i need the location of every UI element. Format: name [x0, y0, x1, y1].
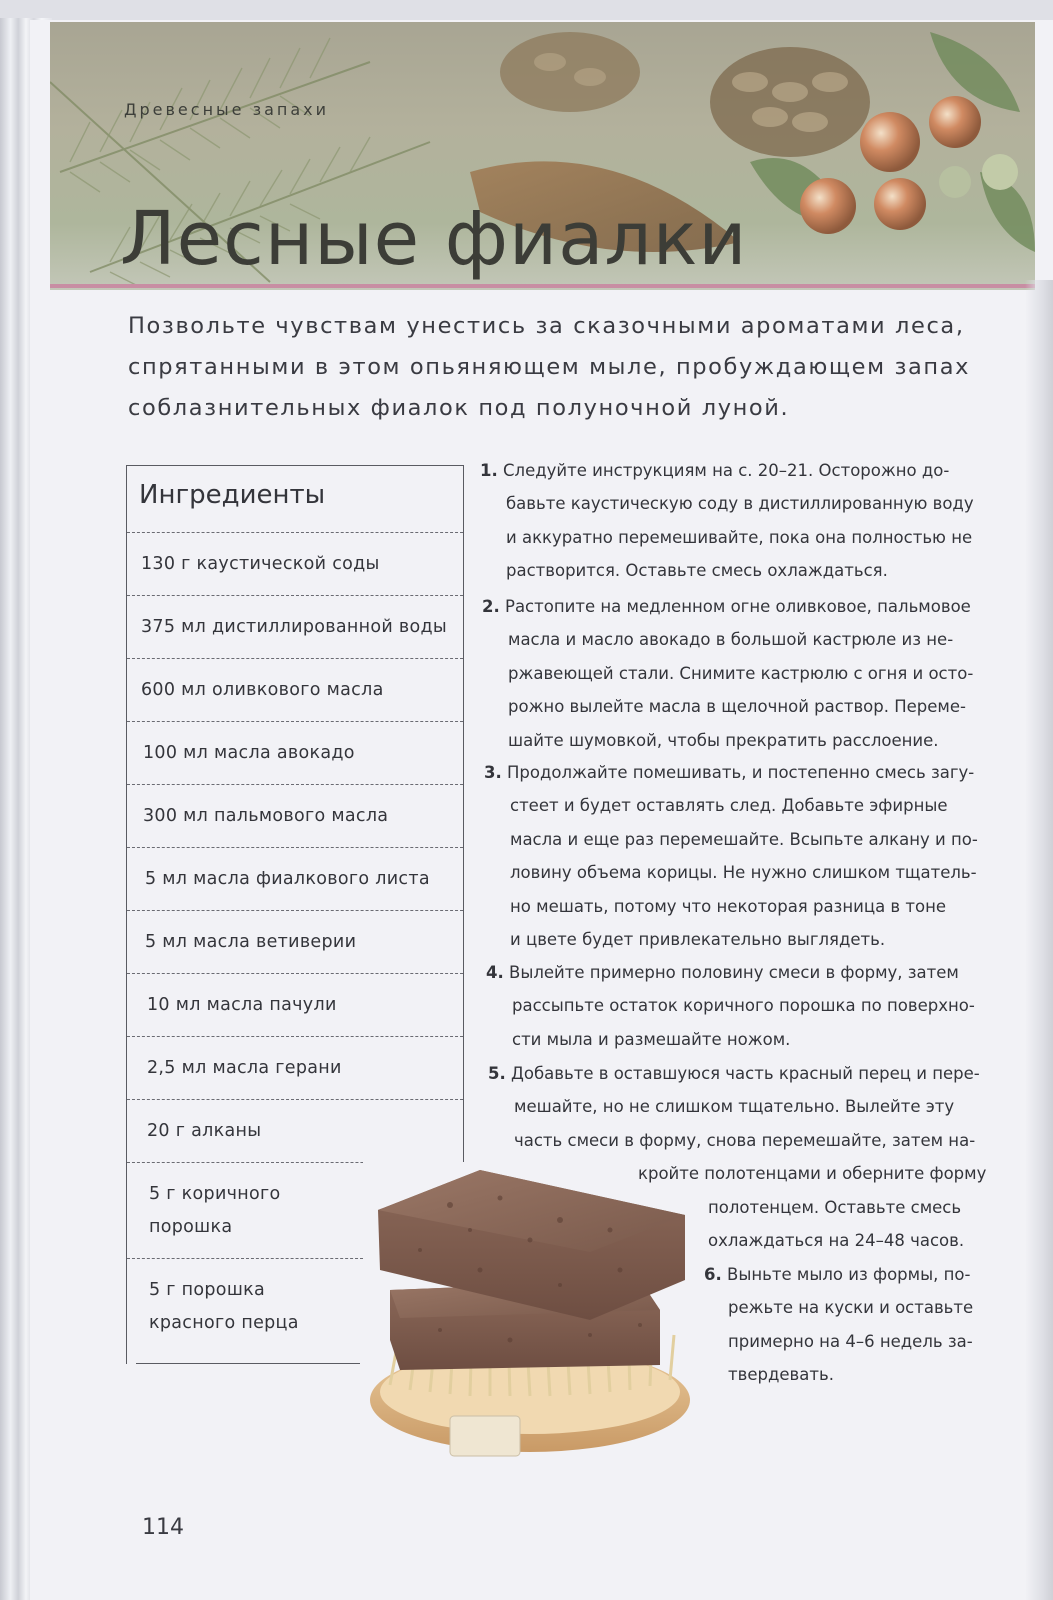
step-line: растворится. Оставьте смесь охлаждаться.	[506, 561, 888, 580]
ingredient-item: 20 г алканы	[147, 1121, 262, 1141]
ingredients-divider	[127, 1099, 463, 1100]
ingredients-divider	[127, 784, 463, 785]
ingredients-heading: Ингредиенты	[139, 480, 326, 510]
step-line: бавьте каустическую соду в дистиллированную воду	[506, 494, 974, 513]
step-line: стеет и будет оставлять след. Добавьте эфирные	[510, 796, 948, 815]
ingredients-divider	[127, 910, 463, 911]
step-line: Добавьте в оставшуюся часть красный перец и пере-	[511, 1064, 980, 1083]
page-gutter-shadow	[1025, 280, 1053, 1600]
step-line: Растопите на медленном огне оливковое, пальмовое	[505, 597, 971, 616]
step-line: Следуйте инструкциям на с. 20–21. Осторожно до-	[503, 461, 950, 480]
ingredients-divider	[127, 1036, 463, 1037]
step-line: режьте на куски и оставьте	[728, 1298, 974, 1317]
ingredient-item: 130 г каустической соды	[141, 554, 380, 574]
step-line: Продолжайте помешивать, и постепенно смесь загу-	[507, 763, 975, 782]
step-line: шайте шумовкой, чтобы прекратить расслоение.	[508, 731, 939, 750]
step-line: полотенцем. Оставьте смесь	[708, 1198, 962, 1217]
ingredients-divider	[127, 721, 463, 722]
step-number: 2.	[482, 597, 500, 616]
step-line: мешайте, но не слишком тщательно. Вылейте эту	[514, 1097, 955, 1116]
step-number: 3.	[484, 763, 502, 782]
step-line: ржавеющей стали. Снимите кастрюлю с огня и осто-	[508, 664, 974, 683]
ingredient-item-line: 5 г коричного	[149, 1184, 281, 1204]
step-line: и цвете будет привлекательно выглядеть.	[510, 930, 886, 949]
page-number: 114	[142, 1515, 184, 1540]
ingredient-item: 2,5 мл масла герани	[147, 1058, 342, 1078]
ingredient-item: 375 мл дистиллированной воды	[141, 617, 448, 637]
step-line: Выньте мыло из формы, по-	[727, 1265, 971, 1284]
ingredient-item-line: 5 г порошка	[149, 1280, 266, 1300]
ingredients-divider	[127, 1258, 363, 1259]
ingredient-item-line: порошка	[149, 1217, 233, 1237]
ingredient-item-line: красного перца	[149, 1313, 299, 1333]
ingredients-divider	[127, 658, 463, 659]
soap-on-brush-illustration	[360, 1160, 700, 1480]
step-line: кройте полотенцами и оберните форму	[638, 1164, 987, 1183]
ingredients-divider	[127, 847, 463, 848]
ingredients-divider	[127, 973, 463, 974]
step-line: сти мыла и размешайте ножом.	[512, 1030, 791, 1049]
step-line: и аккуратно перемешивайте, пока она полностью не	[506, 528, 973, 547]
step-number: 6.	[704, 1265, 722, 1284]
step-line: масла и еще раз перемешайте. Всыпьте алкану и по-	[510, 830, 978, 849]
step-line: ловину объема корицы. Не нужно слишком тщатель-	[510, 863, 977, 882]
ingredients-box-bottom	[136, 1363, 360, 1364]
ingredient-item: 10 мл масла пачули	[147, 995, 337, 1015]
section-label: Древесные запахи	[124, 100, 330, 119]
step-line: твердевать.	[728, 1365, 834, 1384]
step-line: охлаждаться на 24–48 часов.	[708, 1231, 965, 1250]
step-line: Вылейте примерно половину смеси в форму, затем	[509, 963, 959, 982]
ingredient-item: 100 мл масла авокадо	[143, 743, 355, 763]
ingredient-item: 300 мл пальмового масла	[143, 806, 389, 826]
header-accent-rule	[50, 284, 1035, 288]
page-title: Лесные фиалки	[120, 196, 748, 282]
step-number: 4.	[486, 963, 504, 982]
step-line: но мешать, потому что некоторая разница в тоне	[510, 897, 947, 916]
ingredients-divider	[127, 595, 463, 596]
ingredients-divider	[127, 532, 463, 533]
ingredient-item: 5 мл масла ветиверии	[145, 932, 357, 952]
step-line: масла и масло авокадо в большой кастрюле из не-	[508, 630, 954, 649]
step-line: рассыпьте остаток коричного порошка по поверхно-	[512, 996, 975, 1015]
ingredient-item: 600 мл оливкового масла	[141, 680, 384, 700]
step-number: 1.	[480, 461, 498, 480]
step-line: примерно на 4–6 недель за-	[728, 1332, 973, 1351]
ingredient-item: 5 мл масла фиалкового листа	[145, 869, 430, 889]
step-line: часть смеси в форму, снова перемешайте, затем на-	[514, 1131, 976, 1150]
step-number: 5.	[488, 1064, 506, 1083]
intro-text: Позвольте чувствам унестись за сказочными ароматами леса, спрятанными в этом опьяняющем мыле, пробуждающем запах соблазнительных фиалок под полуночной луной.	[128, 313, 971, 421]
step-line: рожно вылейте масла в щелочной раствор. Переме-	[508, 697, 966, 716]
